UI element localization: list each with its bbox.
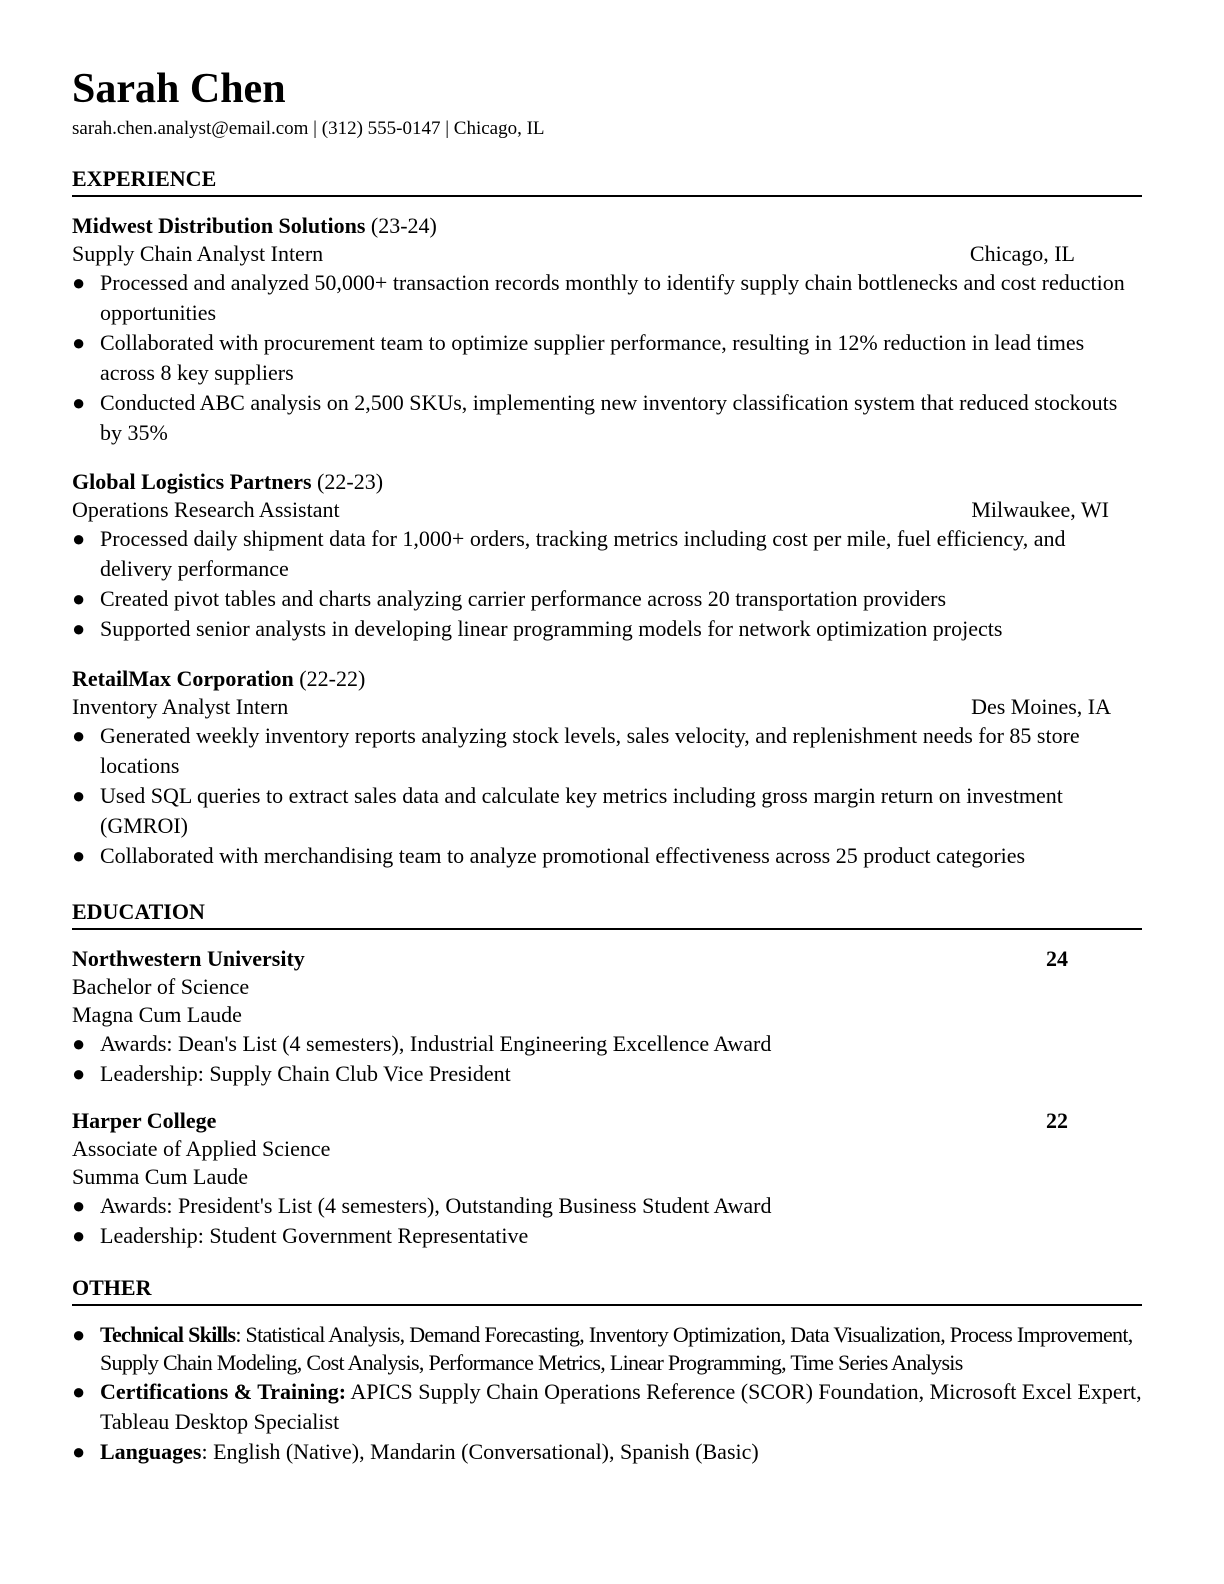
job-heading [72, 468, 1109, 496]
job-bullets [72, 524, 1142, 644]
section-title-other: OTHER [72, 1275, 152, 1300]
company-name: RetailMax Corporation [72, 666, 294, 691]
item-separator: : [201, 1439, 214, 1464]
item-label: Certifications & Training: [100, 1379, 347, 1404]
list-item [72, 328, 1142, 388]
bullet-icon: ● [72, 1322, 85, 1347]
honor: Magna Cum Laude [72, 1002, 242, 1027]
company-line [72, 212, 437, 240]
school-entry-harper [72, 1107, 1142, 1251]
bullet-icon: ● [72, 1031, 86, 1056]
bullet-text: Generated weekly inventory reports analyzing stock levels, sales velocity, and replenishment needs for 85 store locations [100, 723, 1080, 778]
bullet-icon: ● [72, 1193, 86, 1218]
bullet-text: Used SQL queries to extract sales data and calculate key metrics including gross margin return on investment (GMROI) [100, 783, 1063, 838]
job-heading [72, 665, 1111, 693]
job-role-row [72, 693, 1111, 721]
job-role: Operations Research Assistant [72, 497, 340, 522]
bullet-text: Collaborated with merchandising team to analyze promotional effectiveness across 25 product categories [100, 843, 1026, 868]
school-heading [72, 945, 1068, 973]
experience-section-header [72, 165, 1142, 197]
company-line [72, 468, 383, 496]
list-item [72, 388, 1142, 448]
job-dates: (22-23) [311, 469, 384, 494]
school-entry-northwestern [72, 945, 1142, 1089]
list-item [72, 1377, 1142, 1437]
list-item [72, 721, 1142, 781]
bullet-text: Leadership: Supply Chain Club Vice President [100, 1061, 511, 1086]
job-entry-midwest [72, 212, 1142, 448]
bullet-text: Leadership: Student Government Representative [100, 1223, 529, 1248]
list-item [72, 841, 1142, 871]
bullet-text: Created pivot tables and charts analyzing carrier performance across 20 transportation providers [100, 586, 947, 611]
list-item [72, 268, 1142, 328]
job-role: Inventory Analyst Intern [72, 694, 289, 719]
section-title-experience: EXPERIENCE [72, 166, 217, 191]
job-heading [72, 212, 1075, 240]
company-name: Midwest Distribution Solutions [72, 213, 366, 238]
candidate-name: Sarah Chen [72, 66, 286, 112]
bullet-icon: ● [72, 616, 86, 641]
honor: Summa Cum Laude [72, 1164, 248, 1189]
section-divider [72, 1304, 1142, 1306]
school-name: Harper College [72, 1108, 217, 1133]
other-entries [72, 1321, 1142, 1467]
graduation-year: 24 [1046, 946, 1068, 971]
job-location: Milwaukee, WI [971, 497, 1109, 522]
bullet-text: Awards: President's List (4 semesters), Outstanding Business Student Award [100, 1193, 772, 1218]
bullet-icon: ● [72, 1061, 86, 1086]
other-bullets [72, 1321, 1142, 1467]
bullet-text: Collaborated with procurement team to optimize supplier performance, resulting in 12% reduction in lead times across 8 key suppliers [100, 330, 1085, 385]
item-text: Statistical Analysis, Demand Forecasting, Inventory Optimization, Data Visualization, Process Improvement, Supply Chain Modeling, Cost Analysis, Performance Metrics, Linear Programming, Time Series Analysis [100, 1322, 1133, 1375]
honor-row [72, 1001, 1142, 1029]
list-item [72, 584, 1142, 614]
school-bullets [72, 1029, 1142, 1089]
bullet-icon: ● [72, 1379, 86, 1404]
item-label: Technical Skills [100, 1322, 236, 1347]
list-item [72, 1321, 1142, 1377]
bullet-text: Processed and analyzed 50,000+ transaction records monthly to identify supply chain bottlenecks and cost reduction opportunities [100, 270, 1125, 325]
list-item [72, 614, 1142, 644]
job-dates: (23-24) [365, 213, 437, 238]
job-bullets [72, 268, 1142, 448]
bullet-icon: ● [72, 330, 86, 355]
section-divider [72, 195, 1142, 197]
list-item [72, 1437, 1142, 1467]
degree-row [72, 973, 1142, 1001]
bullet-icon: ● [72, 390, 86, 415]
list-item [72, 781, 1142, 841]
job-role: Supply Chain Analyst Intern [72, 241, 324, 266]
bullet-text: Conducted ABC analysis on 2,500 SKUs, implementing new inventory classification system that reduced stockouts by 35% [100, 390, 1118, 445]
bullet-icon: ● [72, 1439, 86, 1464]
school-name: Northwestern University [72, 946, 305, 971]
list-item [72, 1221, 1142, 1251]
graduation-year: 22 [1046, 1108, 1068, 1133]
list-item [72, 1059, 1142, 1089]
company-line [72, 665, 365, 693]
degree: Bachelor of Science [72, 974, 250, 999]
education-section-header [72, 898, 1142, 930]
list-item [72, 524, 1142, 584]
section-divider [72, 928, 1142, 930]
item-text: English (Native), Mandarin (Conversational), Spanish (Basic) [213, 1439, 759, 1464]
school-bullets [72, 1191, 1142, 1251]
section-title-education: EDUCATION [72, 899, 205, 924]
bullet-icon: ● [72, 723, 86, 748]
item-label: Languages [100, 1439, 202, 1464]
bullet-text: Processed daily shipment data for 1,000+ orders, tracking metrics including cost per mile, fuel efficiency, and delivery performance [100, 526, 1066, 581]
degree-row [72, 1135, 1142, 1163]
bullet-icon: ● [72, 526, 86, 551]
bullet-icon: ● [72, 270, 86, 295]
item-separator: : [235, 1322, 246, 1347]
list-item [72, 1191, 1142, 1221]
job-location: Des Moines, IA [971, 694, 1111, 719]
job-dates: (22-22) [293, 666, 366, 691]
bullet-text: Supported senior analysts in developing linear programming models for network optimization projects [100, 616, 1003, 641]
job-entry-retailmax [72, 665, 1142, 871]
item-text: APICS Supply Chain Operations Reference (SCOR) Foundation, Microsoft Excel Expert, Tableau Desktop Specialist [100, 1379, 1142, 1434]
other-section-header [72, 1274, 1142, 1306]
school-heading [72, 1107, 1068, 1135]
company-name: Global Logistics Partners [72, 469, 312, 494]
honor-row [72, 1163, 1142, 1191]
bullet-text: Awards: Dean's List (4 semesters), Industrial Engineering Excellence Award [100, 1031, 772, 1056]
job-bullets [72, 721, 1142, 871]
bullet-icon: ● [72, 1223, 86, 1248]
bullet-icon: ● [72, 586, 86, 611]
contact-line: sarah.chen.analyst@email.com | (312) 555-0147 | Chicago, IL [72, 118, 545, 139]
list-item [72, 1029, 1142, 1059]
bullet-icon: ● [72, 783, 86, 808]
degree: Associate of Applied Science [72, 1136, 331, 1161]
job-entry-global [72, 468, 1142, 644]
job-location: Chicago, IL [969, 241, 1075, 266]
job-role-row [72, 496, 1109, 524]
job-role-row [72, 240, 1075, 268]
bullet-icon: ● [72, 843, 86, 868]
